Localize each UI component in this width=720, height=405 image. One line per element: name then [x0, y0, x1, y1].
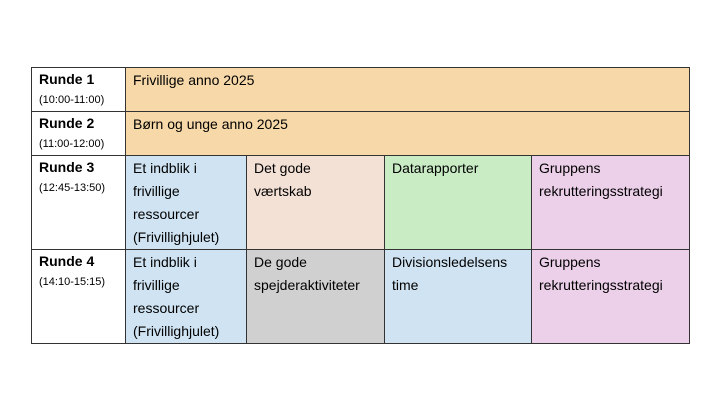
round-label-cell	[32, 112, 126, 156]
round-row	[32, 68, 690, 112]
session-title: Et indblik i frivillige ressourcer (Frivillighjulet)	[133, 254, 220, 339]
session-cell	[532, 156, 690, 250]
session-cell	[126, 112, 690, 156]
session-cell	[126, 250, 247, 344]
session-cell	[126, 156, 247, 250]
round-row	[32, 112, 690, 156]
session-cell	[385, 250, 532, 344]
session-title: Divisionsledelsens time	[392, 254, 508, 293]
session-title: Datarapporter	[392, 160, 479, 176]
session-cell	[126, 68, 690, 112]
session-cell	[532, 250, 690, 344]
round-label-cell	[32, 156, 126, 250]
session-title: Børn og unge anno 2025	[133, 116, 288, 132]
session-title: Et indblik i frivillige ressourcer (Frivillighjulet)	[133, 160, 220, 245]
schedule-table	[31, 67, 690, 344]
session-cell	[247, 156, 385, 250]
session-title: Frivillige anno 2025	[133, 72, 255, 88]
round-name: Runde 3	[39, 159, 95, 175]
session-cell	[247, 250, 385, 344]
round-time: (12:45-13:50)	[39, 182, 106, 194]
session-title: De gode spejderaktiviteter	[254, 254, 360, 293]
round-label-cell	[32, 250, 126, 344]
round-time: (11:00-12:00)	[39, 138, 105, 150]
round-row	[32, 156, 690, 250]
round-name: Runde 2	[39, 115, 95, 131]
session-cell	[385, 156, 532, 250]
session-title: Det gode værtskab	[254, 160, 312, 199]
session-title: Gruppens rekrutteringsstrategi	[539, 160, 663, 199]
round-name: Runde 1	[39, 71, 95, 87]
round-row	[32, 250, 690, 344]
round-label-cell	[32, 68, 126, 112]
round-time: (14:10-15:15)	[39, 276, 106, 288]
session-title: Gruppens rekrutteringsstrategi	[539, 254, 663, 293]
round-time: (10:00-11:00)	[39, 94, 105, 106]
round-name: Runde 4	[39, 253, 95, 269]
